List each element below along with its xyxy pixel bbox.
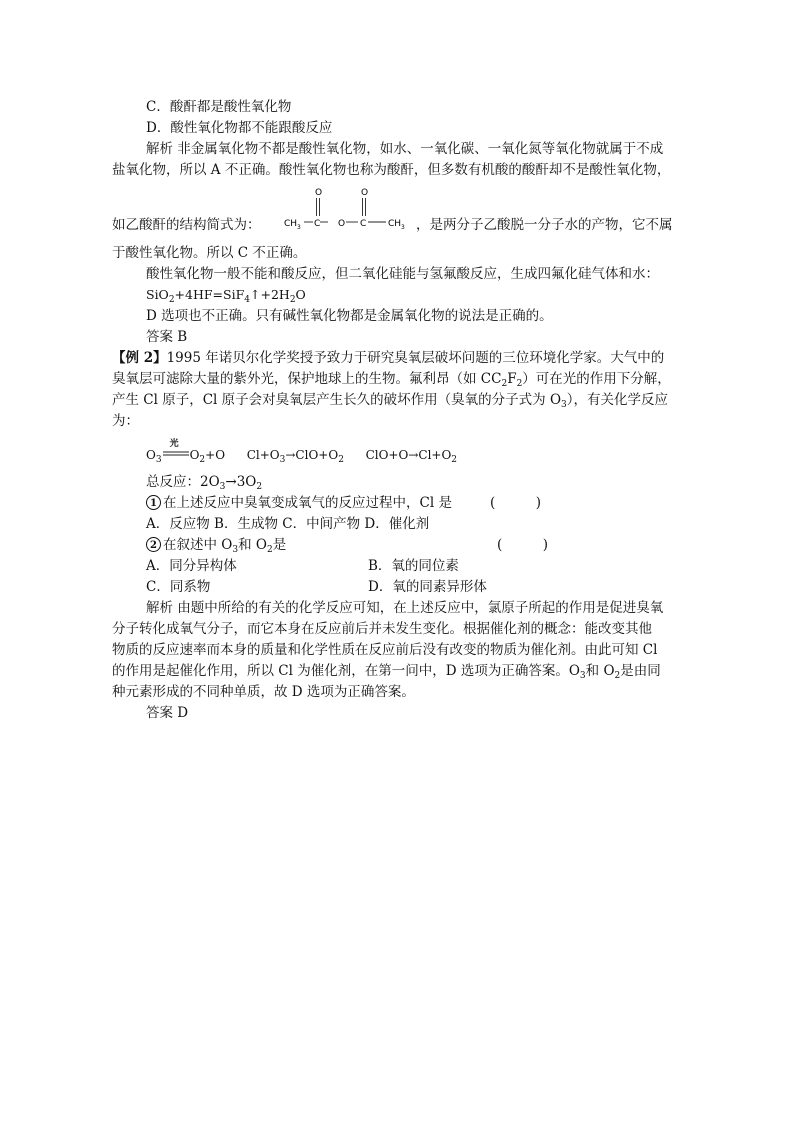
sio2-equation: $SiO_2+4HF=SiF_4↑+2H_2O$ xyxy=(146,287,306,305)
sub-question-2-option-d: D．氧的同素异形体 xyxy=(368,579,487,595)
analysis-1-line-1: 解析 非金属氧化物不都是酸性氧化物，如水、一氧化碳、一氧化氮等氧化物就属于不成 xyxy=(146,141,664,157)
sub-question-2-option-b: B．氧的同位素 xyxy=(368,558,459,574)
analysis-2-line-2: 分子转化成氧气分子，而它本身在反应前后并未发生变化。根据催化剂的概念：能改变其他 xyxy=(112,621,652,637)
example-2-intro-line-1: 【例 2】1995 年诺贝尔化学奖授予致力于研究臭氧层破坏问题的三位环境化学家。大气中的 xyxy=(112,350,665,366)
reaction-1: $O_3$ 光 $O_2+O$ xyxy=(146,445,225,470)
sub-question-2: 2 在叙述中 $O_3$和 $O_2$是 xyxy=(146,535,286,560)
circled-number-1: 1 xyxy=(146,495,161,510)
example-2-intro-line-2: 臭氧层可滤除大量的紫外光，保护地球上的生物。氟利昂（如 $CC_2F_2$）可在光的作用下分解， xyxy=(112,371,671,389)
light-label: 光 xyxy=(169,439,179,449)
formula-ch3-right-sub: 3 xyxy=(401,224,405,231)
analysis-1-line-2: 盐氧化物，所以 A 不正确。酸性氧化物也称为酸酐，但多数有机酸的酸酐却不是酸性氧化物， xyxy=(112,162,671,178)
sub-question-2-option-c: C．同系物 xyxy=(146,579,211,595)
example-2-intro-line-4: 为： xyxy=(112,413,139,429)
reaction-2: $Cl+O_3\to ClO+O_2$ xyxy=(246,448,344,465)
option-d: D．酸性氧化物都不能跟酸反应 xyxy=(146,120,333,136)
analysis-1-line-4: 于酸性氧化物。所以 C 不正确。 xyxy=(112,245,307,261)
example-2-label: 【例 2】 xyxy=(112,350,167,366)
example-2-intro-line-3: 产生 Cl 原子，Cl 原子会对臭氧层产生长久的破坏作用（臭氧的分子式为 $O_3$），有关化学反应 xyxy=(112,392,669,410)
answer-2: 答案 D xyxy=(146,705,189,721)
answer-1: 答案 B xyxy=(146,329,188,345)
formula-c-right: C xyxy=(360,219,367,229)
formula-o-top-left: O xyxy=(315,188,323,198)
sub-question-1: 1 在上述反应中臭氧变成氧气的反应过程中，Cl 是 xyxy=(146,493,452,513)
analysis-1-line-6: D 选项也不正确。只有碱性氧化物都是金属氧化物的说法是正确的。 xyxy=(146,308,553,324)
acetic-anhydride-structure xyxy=(282,186,412,232)
analysis-2-line-5: 种元素形成的不同种单质，故 D 选项为正确答案。 xyxy=(112,684,415,700)
analysis-1-line-3b: ，是两分子乙酸脱一分子水的产物，它不属 xyxy=(416,217,673,233)
analysis-1-line-5: 酸性氧化物一般不能和酸反应，但二氧化硅能与氢氟酸反应，生成四氟化硅气体和水： xyxy=(146,266,659,282)
formula-ch3-left: CH xyxy=(284,219,298,229)
sub-question-2-paren: ( ) xyxy=(497,537,549,553)
sub-question-1-options: A．反应物 B．生成物 C．中间产物 D．催化剂 xyxy=(146,516,430,532)
formula-c-left: C xyxy=(314,219,321,229)
circled-number-2: 2 xyxy=(146,537,161,552)
analysis-2-line-4: 的作用是起催化作用，所以 Cl 为催化剂，在第一问中，D 选项为正确答案。$O_3$和 $O_2$是由同 xyxy=(112,663,661,681)
formula-o-top-right: O xyxy=(361,188,369,198)
sub-question-1-paren: ( ) xyxy=(490,495,542,511)
formula-ch3-right: CH xyxy=(388,219,402,229)
formula-ch3-left-sub: 3 xyxy=(297,224,301,231)
analysis-1-line-3a: 如乙酸酐的结构简式为： xyxy=(112,217,261,233)
analysis-2-line-3: 物质的反应速率而本身的质量和化学性质在反应前后没有改变的物质为催化剂。由此可知 Cl xyxy=(112,642,658,658)
option-c: C．酸酐都是酸性氧化物 xyxy=(146,99,292,115)
overall-reaction: 总反应：$2O_3\to 3O_2$ xyxy=(146,474,263,492)
analysis-2-line-1: 解析 由题中所给的有关的化学反应可知，在上述反应中，氯原子所起的作用是促进臭氧 xyxy=(146,600,664,616)
reaction-3: $ClO+O\to Cl+O_2$ xyxy=(365,448,458,465)
formula-o-bridge: O xyxy=(338,219,346,229)
reactions-line xyxy=(146,439,458,470)
sub-question-2-option-a: A．同分异构体 xyxy=(146,558,237,574)
